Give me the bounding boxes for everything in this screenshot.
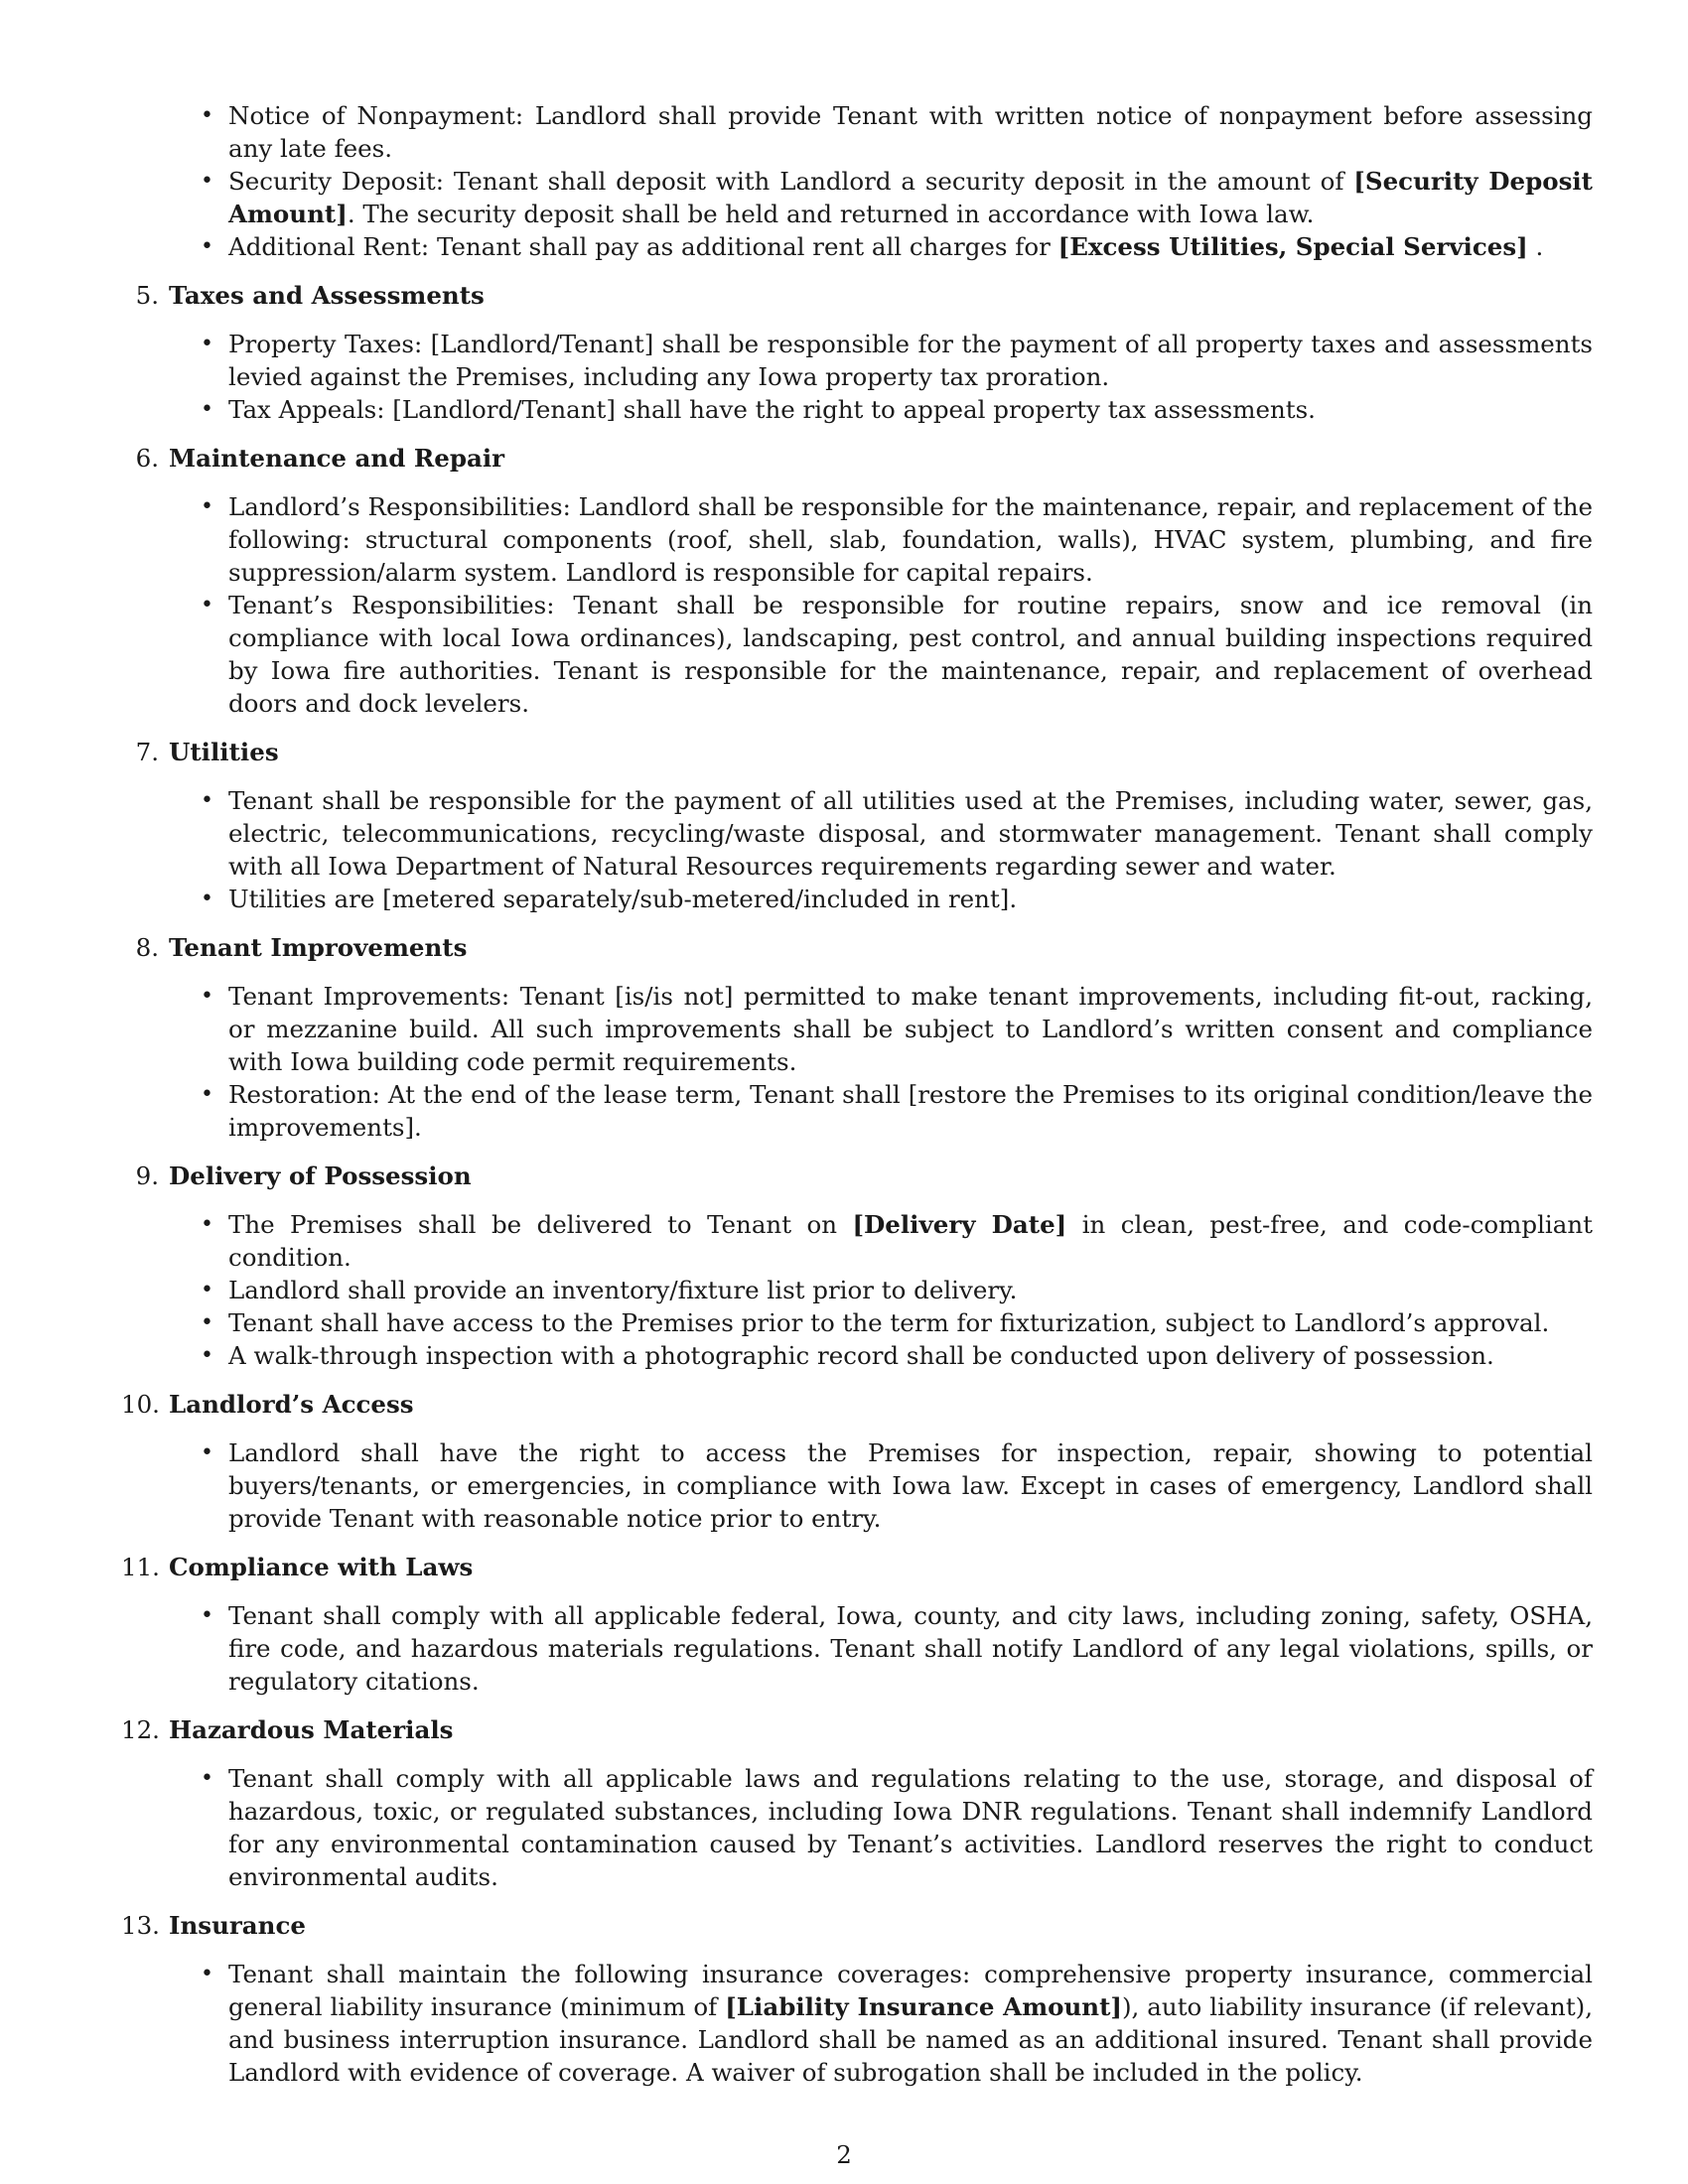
bullet-item (228, 1762, 1593, 1893)
section-number: 9. (135, 1161, 159, 1190)
bullet-text: Tenant shall maintain the following insurance coverages: comprehensive property insurance, commercial general liability insurance (minimum of (228, 1960, 1593, 2021)
placeholder-field: [Excess Utilities, Special Services] (1057, 232, 1528, 261)
section (121, 1160, 1593, 1372)
bullet-text: Tenant’s Responsibilities: Tenant shall be responsible for routine repairs, snow and ice removal (in compliance with local Iowa ordinances), landscaping, pest control, and annual building inspections required by Iowa fire authorities. Tenant is responsible for the maintenance, repair, and replacement of overhead doors and dock levelers. (228, 591, 1593, 718)
bullet-text: Tenant shall comply with all applicable laws and regulations relating to the use, storage, and disposal of hazardous, toxic, or regulated substances, including Iowa DNR regulations. Tenant shall indemnify Landlord for any environmental contamination caused by Tenant’s activities. Landlord reserves the right to conduct environmental audits. (228, 1764, 1593, 1891)
section-heading (121, 442, 1593, 475)
numbered-sections (121, 279, 1593, 2089)
bullet-text: in clean, pest-free, and code-compliant condition. (228, 1210, 1593, 1272)
bullet-text: Tenant Improvements: Tenant [is/is not] permitted to make tenant improvements, including fit-out, racking, or mezzanine build. All such improvements shall be subject to Landlord’s written consent and compliance with Iowa building code permit requirements. (228, 982, 1593, 1076)
section (121, 1388, 1593, 1535)
section-title: Insurance (169, 1911, 306, 1940)
section-title: Hazardous Materials (169, 1715, 454, 1744)
section-heading (121, 931, 1593, 964)
bullet-item (228, 784, 1593, 883)
bullet-item (228, 393, 1593, 426)
section-title: Compliance with Laws (169, 1553, 474, 1581)
bullet-text: . The security deposit shall be held and returned in accordance with Iowa law. (347, 200, 1315, 228)
section (121, 931, 1593, 1144)
section-title: Tenant Improvements (169, 933, 468, 962)
bullet-item (228, 1274, 1593, 1306)
section-bullet-list (121, 1762, 1593, 1893)
document-body (121, 99, 1593, 2089)
section (121, 1713, 1593, 1893)
section-number: 10. (121, 1390, 160, 1419)
section-heading (121, 1388, 1593, 1421)
bullet-text: Tenant shall be responsible for the payment of all utilities used at the Premises, including water, sewer, gas, electric, telecommunications, recycling/waste disposal, and stormwater management. Tenant shall comply with all Iowa Department of Natural Resources requirements regarding sewer and water. (228, 786, 1593, 881)
section-title: Landlord’s Access (169, 1390, 414, 1419)
section-number: 11. (121, 1553, 160, 1581)
bullet-text: Restoration: At the end of the lease term, Tenant shall [restore the Premises to its original condition/leave the improvements]. (228, 1080, 1593, 1142)
section-bullet-list (121, 490, 1593, 720)
section-heading (121, 1551, 1593, 1583)
placeholder-field: [Liability Insurance Amount] (725, 1992, 1122, 2021)
bullet-text: Property Taxes: [Landlord/Tenant] shall be responsible for the payment of all property taxes and assessments levied against the Premises, including any Iowa property tax proration. (228, 330, 1593, 391)
section-number: 7. (135, 738, 159, 766)
bullet-text: Landlord shall have the right to access the Premises for inspection, repair, showing to potential buyers/tenants, or emergencies, in compliance with Iowa law. Except in cases of emergency, Landlord shall provide Tenant with reasonable notice prior to entry. (228, 1438, 1593, 1533)
section (121, 1551, 1593, 1698)
section-number: 13. (121, 1911, 160, 1940)
section-title: Maintenance and Repair (169, 444, 505, 473)
section-bullet-list (121, 1599, 1593, 1698)
bullet-text: Notice of Nonpayment: Landlord shall provide Tenant with written notice of nonpayment before assessing any late fees. (228, 101, 1593, 163)
bullet-text: Tenant shall have access to the Premises prior to the term for fixturization, subject to Landlord’s approval. (228, 1308, 1550, 1337)
bullet-item (228, 165, 1593, 230)
section-heading (121, 1909, 1593, 1942)
section-number: 8. (135, 933, 159, 962)
bullet-item (228, 883, 1593, 915)
continued-bullet-list (121, 99, 1593, 263)
section (121, 279, 1593, 426)
section (121, 442, 1593, 720)
section-number: 6. (135, 444, 159, 473)
section-heading (121, 736, 1593, 768)
bullet-item (228, 1436, 1593, 1535)
bullet-item (228, 589, 1593, 720)
section-bullet-list (121, 328, 1593, 426)
section-title: Utilities (169, 738, 279, 766)
bullet-item (228, 328, 1593, 393)
section (121, 736, 1593, 915)
section (121, 1909, 1593, 2089)
bullet-text: Landlord’s Responsibilities: Landlord shall be responsible for the maintenance, repair, and replacement of the following: structural components (roof, shell, slab, foundation, walls), HVAC system, plumbing, and fire suppression/alarm system. Landlord is responsible for capital repairs. (228, 492, 1593, 587)
bullet-text: ), auto liability insurance (if relevant), and business interruption insurance. Landlord shall be named as an additional insured. Tenant shall provide Landlord with evidence of coverage. A waiver of subrogation shall be included in the policy. (228, 1992, 1594, 2087)
bullet-text: . (1527, 232, 1544, 261)
bullet-text: Additional Rent: Tenant shall pay as additional rent all charges for (228, 232, 1058, 261)
section-heading (121, 1160, 1593, 1192)
section-bullet-list (121, 1208, 1593, 1372)
section-bullet-list (121, 980, 1593, 1144)
bullet-text: The Premises shall be delivered to Tenant on (228, 1210, 853, 1239)
section-heading (121, 1713, 1593, 1746)
section-bullet-list (121, 784, 1593, 915)
bullet-item (228, 1306, 1593, 1339)
section-bullet-list (121, 1958, 1593, 2089)
bullet-text: A walk-through inspection with a photographic record shall be conducted upon delivery of possession. (228, 1341, 1494, 1370)
bullet-text: Landlord shall provide an inventory/fixture list prior to delivery. (228, 1276, 1018, 1304)
bullet-item (228, 1339, 1593, 1372)
section-title: Taxes and Assessments (169, 281, 485, 310)
section-title: Delivery of Possession (169, 1161, 472, 1190)
bullet-text: Utilities are [metered separately/sub-metered/included in rent]. (228, 885, 1018, 913)
bullet-text: Security Deposit: Tenant shall deposit with Landlord a security deposit in the amount of (228, 167, 1354, 196)
bullet-text: Tax Appeals: [Landlord/Tenant] shall have the right to appeal property tax assessments. (228, 395, 1316, 424)
bullet-item (228, 1599, 1593, 1698)
section-number: 12. (121, 1715, 160, 1744)
bullet-item (228, 1958, 1593, 2089)
bullet-item (228, 1078, 1593, 1144)
page-number: 2 (836, 2140, 852, 2169)
placeholder-field: [Delivery Date] (852, 1210, 1067, 1239)
bullet-item (228, 99, 1593, 165)
section-heading (121, 279, 1593, 312)
bullet-item (228, 230, 1593, 263)
section-number: 5. (135, 281, 159, 310)
section-bullet-list (121, 1436, 1593, 1535)
bullet-text: Tenant shall comply with all applicable federal, Iowa, county, and city laws, including zoning, safety, OSHA, fire code, and hazardous materials regulations. Tenant shall notify Landlord of any legal violations, spills, or regulatory citations. (228, 1601, 1593, 1696)
bullet-item (228, 1208, 1593, 1274)
placeholder-field: [Security Deposit Amount] (228, 167, 1594, 228)
bullet-item (228, 980, 1593, 1078)
bullet-item (228, 490, 1593, 589)
